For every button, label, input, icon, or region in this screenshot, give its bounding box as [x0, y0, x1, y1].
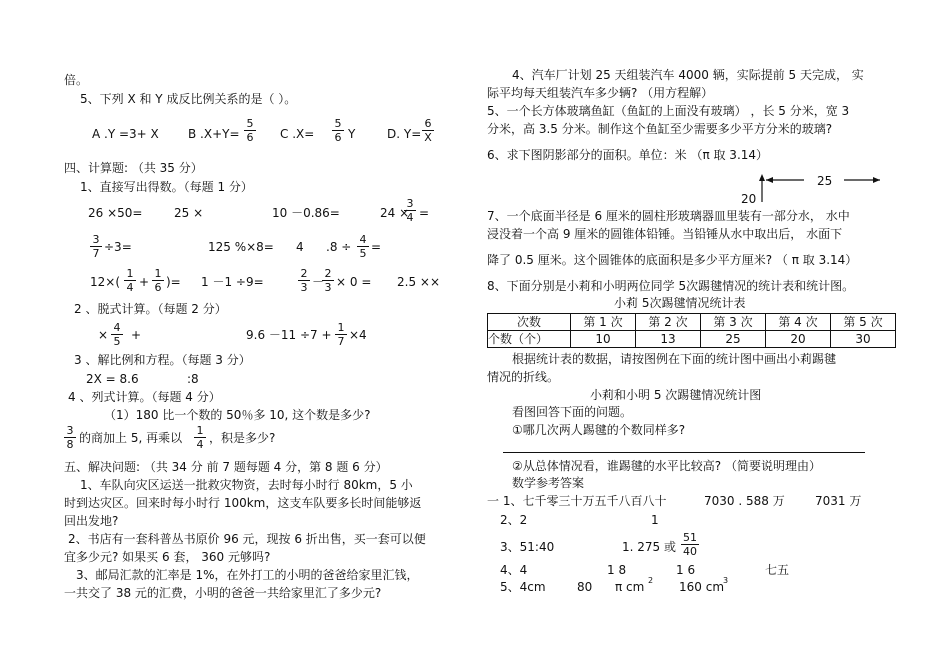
problem-text: 1、车队向灾区运送一批救灾物资，去时每小时行 80km，5 小 [80, 478, 413, 492]
calc-item: + [139, 275, 150, 289]
calc-item: 10 －0.86= [272, 206, 340, 220]
equation: :8 [187, 372, 199, 386]
subsection-title: 4 、列式计算。（每题 4 分） [68, 390, 221, 404]
table-title: 小莉 5次踢毽情况统计表 [614, 296, 746, 310]
word-calc: 的商加上 5, 再乘以 [79, 431, 183, 445]
table-header: 次数 [488, 314, 571, 331]
problem-text: 4、汽车厂计划 25 天组装汽车 4000 辆，实际提前 5 天完成， 实 [512, 68, 864, 82]
answer-item: 2、2 [500, 513, 528, 527]
answer-line [503, 452, 865, 453]
answer-item: 5、4cm [500, 580, 546, 594]
fraction: $\frac{2}{3}$ [322, 267, 334, 294]
subsection-title: 1、直接写出得数。（每题 1 分） [80, 180, 253, 194]
fraction: $\frac{1}{7}$ [335, 321, 347, 348]
answer-item: 一 1、七千零三十万五千八百八十 [487, 494, 667, 508]
fraction: $\frac{5}{6}$ [332, 117, 344, 144]
calc-item: ×4 [349, 328, 367, 342]
problem-text: 7、一个底面半径是 6 厘米的圆柱形玻璃器皿里装有一部分水， 水中 [487, 209, 850, 223]
word-calc: ，积是多少? [209, 431, 276, 445]
option-b: B .X+Y= [188, 127, 240, 141]
answer-item: 七五 [765, 563, 790, 577]
answer-item: π cm [615, 580, 645, 594]
table-cell: 10 [571, 331, 636, 348]
fraction: $\frac{5}{6}$ [244, 117, 256, 144]
answer-item: 160 cm [679, 580, 725, 594]
dimension-label: 20 [741, 192, 757, 206]
option-d: D. Y= [387, 127, 422, 141]
problem-text: 时到达灾区。回来时每小时行 100km，这支车队要多长时间能够返 [64, 496, 422, 510]
table-cell: 个数（个） [488, 331, 571, 348]
answer-item: 80 [577, 580, 593, 594]
fraction: $\frac{1}{4}$ [194, 424, 206, 451]
calc-item: + [131, 328, 142, 342]
problem-text: 回出发地? [64, 514, 119, 528]
problem-text: 一共交了 38 元的汇费，小明的爸爸一共给家里汇了多少元? [64, 586, 382, 600]
answer-item: 7031 万 [815, 494, 862, 508]
stat-table [487, 313, 896, 348]
calc-item: ÷3= [104, 240, 132, 254]
problem-text: 浸没着一个高 9 厘米的圆锥体铅锤。当铅锤从水中取出后， 水面下 [487, 227, 843, 241]
calc-item: 12×( [90, 275, 121, 289]
superscript: 3 [723, 576, 729, 585]
fraction: $\frac{4}{5}$ [111, 321, 123, 348]
problem-text: 6、求下图阴影部分的面积。单位：米 （π 取 3.14） [487, 148, 769, 162]
table-cell: 25 [701, 331, 766, 348]
calc-item: － [312, 275, 325, 289]
answer-key-title: 数学参考答案 [512, 476, 585, 490]
table-cell: 13 [636, 331, 701, 348]
fraction: $\frac{51}{40}$ [683, 531, 697, 558]
problem-text: 5、一个长方体玻璃鱼缸（鱼缸的上面没有玻璃） ，长 5 分米，宽 3 [487, 104, 850, 118]
answer-item: 1 6 [676, 563, 696, 577]
option-a: A .Y =3+ X [92, 127, 159, 141]
option-c: C .X= [280, 127, 315, 141]
option-c-tail: Y [348, 127, 356, 141]
table-header: 第 5 次 [831, 314, 896, 331]
instruction-text: 情况的折线。 [487, 370, 560, 384]
fraction: $\frac{3}{7}$ [90, 233, 102, 260]
problem-text: 分米，高 3.5 分米。制作这个鱼缸至少需要多少平方分米的玻璃? [487, 122, 833, 136]
question-5: 5、下列 X 和 Y 成反比例关系的是（ ）。 [80, 92, 297, 106]
answer-item: 3、51:40 [500, 540, 555, 554]
problem-text: 3、邮局汇款的汇率是 1%，在外打工的小明的爸爸给家里汇钱， [76, 568, 419, 582]
instruction-text: 根据统计表的数据，请按图例在下面的统计图中画出小莉踢毽 [512, 352, 837, 366]
problem-text: 2、书店有一套科普丛书原价 96 元，现按 6 折出售，买一套可以便 [68, 532, 426, 546]
answer-item: 4、4 [500, 563, 528, 577]
calc-item: 24 × [380, 206, 410, 220]
subsection-title: 3 、解比例和方程。（每题 3 分） [74, 353, 251, 367]
fraction: $\frac{1}{6}$ [152, 267, 164, 294]
answer-item: 7030 . 588 万 [704, 494, 785, 508]
table-header: 第 4 次 [766, 314, 831, 331]
fraction: $\frac{1}{4}$ [124, 267, 136, 294]
section-5-title: 五、解决问题: （共 34 分 前 7 题每题 4 分，第 8 题 6 分） [64, 460, 388, 474]
calc-item: 25 × [174, 206, 204, 220]
calc-item: .8 ÷ [326, 240, 352, 254]
superscript: 2 [648, 576, 654, 585]
fraction: $\frac{3}{8}$ [64, 424, 76, 451]
fraction: $\frac{4}{5}$ [357, 233, 369, 260]
calc-item: 125 %×8= [208, 240, 274, 254]
chart-title: 小莉和小明 5 次踢毽情况统计图 [590, 388, 762, 402]
calc-item: 2.5 ×× [397, 275, 441, 289]
calc-item: 9.6 －11 ÷7 + [246, 328, 332, 342]
table-header: 第 3 次 [701, 314, 766, 331]
problem-text: 降了 0.5 厘米。这个圆锥体的底面积是多少平方厘米? （ π 取 3.14） [487, 253, 858, 267]
equation: 2X = 8.6 [86, 372, 139, 386]
question-text: ①哪几次两人踢毽的个数同样多? [512, 423, 686, 437]
table-cell: 20 [766, 331, 831, 348]
fraction: $\frac{2}{3}$ [298, 267, 310, 294]
problem-text: 8、下面分别是小莉和小明两位同学 5次踢毽情况的统计表和统计图。 [487, 279, 855, 293]
table-cell: 30 [831, 331, 896, 348]
fraction: $\frac{6}{X}$ [422, 117, 434, 144]
calc-item: × 0 = [336, 275, 372, 289]
calc-item: = [371, 240, 382, 254]
subsection-title: 2 、脱式计算。（每题 2 分） [74, 302, 227, 316]
answer-item: 1 [651, 513, 659, 527]
problem-text: 宜多少元? 如果买 6 套， 360 元够吗? [64, 550, 271, 564]
text-line: 倍。 [64, 73, 89, 87]
instruction-text: 看图回答下面的问题。 [512, 405, 633, 419]
calc-item: )= [166, 275, 181, 289]
answer-item: 1 8 [607, 563, 627, 577]
calc-item: 1 －1 ÷9= [201, 275, 264, 289]
question-text: ②从总体情况看，谁踢毽的水平比较高? （简要说明理由） [512, 459, 821, 473]
word-calc: （1）180 比一个数的 50％多 10, 这个数是多少? [104, 408, 371, 422]
dimension-label: 25 [817, 174, 833, 188]
calc-item: 4 [296, 240, 304, 254]
calc-item: = [419, 206, 430, 220]
table-header: 第 2 次 [636, 314, 701, 331]
calc-item: 26 ×50= [88, 206, 143, 220]
section-4-title: 四、计算题: （共 35 分） [64, 161, 203, 175]
table-row [488, 314, 896, 331]
table-header: 第 1 次 [571, 314, 636, 331]
problem-text: 际平均每天组装汽车多少辆? （用方程解） [487, 86, 714, 100]
table-row [488, 331, 896, 348]
dimension-arrows [740, 168, 890, 208]
fraction: $\frac{3}{4}$ [404, 197, 416, 224]
answer-item: 1. 275 或 [622, 540, 676, 554]
calc-item: × [98, 328, 109, 342]
